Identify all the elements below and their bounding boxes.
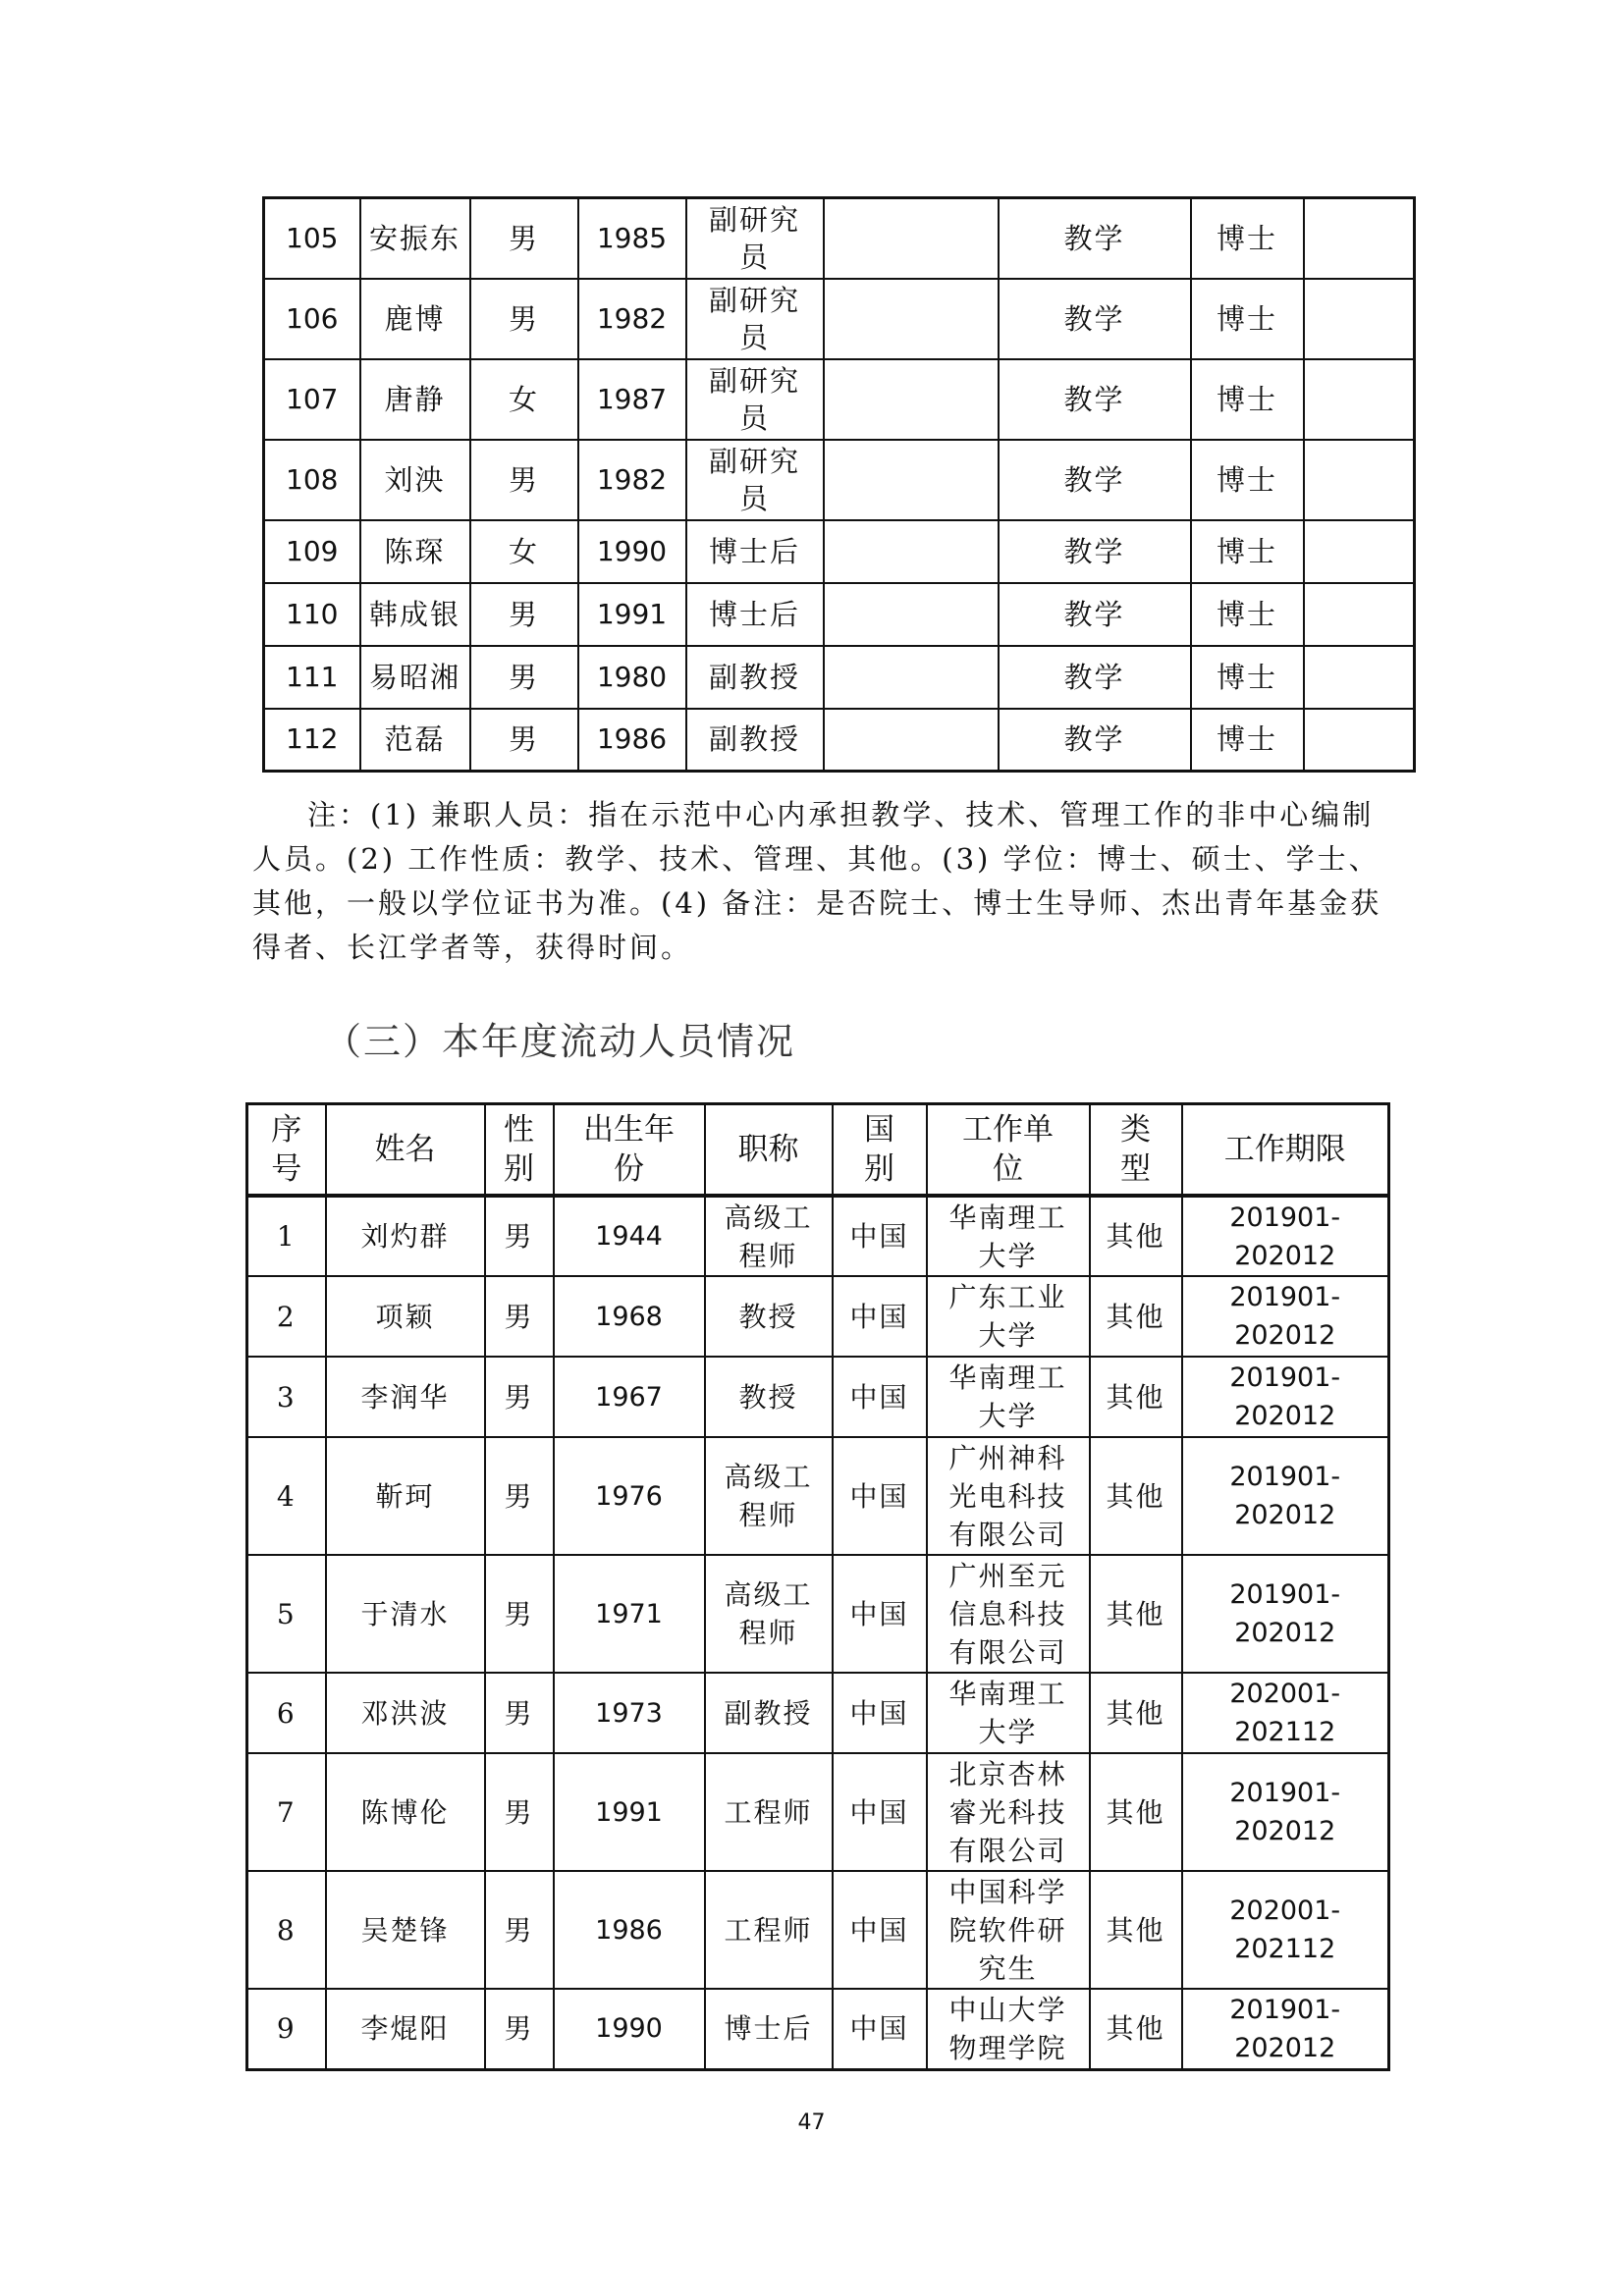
staff-empty-cell <box>824 646 999 709</box>
staff-degree-cell: 博士 <box>1191 279 1304 359</box>
staff-work-cell: 教学 <box>999 520 1191 583</box>
period-start: 201901- <box>1229 1201 1341 1233</box>
staff-title-cell: 博士后 <box>686 583 824 646</box>
mobile-name-cell: 李焜阳 <box>326 1989 485 2069</box>
mobile-country-cell: 中国 <box>833 1276 927 1357</box>
mobile-birth-cell: 1991 <box>554 1753 705 1871</box>
mobile-type-cell: 其他 <box>1090 1437 1182 1555</box>
table-note <box>252 793 1391 970</box>
table-row <box>264 279 1415 359</box>
mobile-country-cell: 中国 <box>833 1673 927 1753</box>
table-row <box>264 440 1415 520</box>
table-row <box>247 1276 1389 1357</box>
header-title: 职称 <box>705 1104 833 1197</box>
mobile-name-cell: 邓洪波 <box>326 1673 485 1753</box>
staff-gender-cell: 男 <box>470 279 578 359</box>
table-row <box>264 198 1415 279</box>
mobile-country-cell: 中国 <box>833 1555 927 1673</box>
staff-birth-cell: 1991 <box>578 583 686 646</box>
staff-name-cell: 韩成银 <box>360 583 470 646</box>
staff-gender-cell: 男 <box>470 198 578 279</box>
table-row <box>264 583 1415 646</box>
mobile-title-cell: 教授 <box>705 1276 833 1357</box>
staff-no-cell: 105 <box>264 198 360 279</box>
mobile-name-cell: 陈博伦 <box>326 1753 485 1871</box>
period-start: 201901- <box>1229 1778 1341 1808</box>
staff-gender-cell: 男 <box>470 440 578 520</box>
mobile-no-cell: 5 <box>247 1555 326 1673</box>
mobile-unit-cell: 华南理工大学 <box>927 1196 1090 1276</box>
staff-birth-cell: 1986 <box>578 709 686 772</box>
staff-work-cell: 教学 <box>999 440 1191 520</box>
period-end: 202112 <box>1234 1934 1336 1964</box>
mobile-title-cell: 教授 <box>705 1357 833 1437</box>
staff-remark-cell <box>1304 520 1415 583</box>
staff-degree-cell: 博士 <box>1191 359 1304 440</box>
staff-birth-cell: 1982 <box>578 440 686 520</box>
staff-name-cell: 范磊 <box>360 709 470 772</box>
mobile-title-cell: 工程师 <box>705 1871 833 1989</box>
header-gender: 性别 <box>485 1104 554 1197</box>
staff-gender-cell: 男 <box>470 583 578 646</box>
staff-birth-cell: 1982 <box>578 279 686 359</box>
note-text: 注：(1) 兼职人员：指在示范中心内承担教学、技术、管理工作的非中心编制人员。(2) 工作性质：教学、技术、管理、其他。(3) 学位：博士、硕士、学士、其他，一般以学位证书为准。(4) 备注：是否院士、博士生导师、杰出青年基金获得者、长江学者等，获得时间。 <box>252 798 1382 964</box>
staff-work-cell: 教学 <box>999 198 1191 279</box>
mobile-type-cell: 其他 <box>1090 1555 1182 1673</box>
staff-degree-cell: 博士 <box>1191 646 1304 709</box>
period-start: 202001- <box>1229 1896 1341 1926</box>
staff-title-cell: 副研究员 <box>686 359 824 440</box>
mobile-period-cell <box>1182 1357 1389 1437</box>
header-unit: 工作单位 <box>927 1104 1090 1197</box>
page-number: 47 <box>797 2110 826 2135</box>
table-row <box>247 1196 1389 1276</box>
staff-title-cell: 博士后 <box>686 520 824 583</box>
mobile-period-cell <box>1182 1196 1389 1276</box>
mobile-name-cell: 靳珂 <box>326 1437 485 1555</box>
mobile-country-cell: 中国 <box>833 1871 927 1989</box>
mobile-gender-cell: 男 <box>485 1989 554 2069</box>
staff-empty-cell <box>824 583 999 646</box>
header-type: 类型 <box>1090 1104 1182 1197</box>
staff-remark-cell <box>1304 709 1415 772</box>
staff-gender-cell: 女 <box>470 359 578 440</box>
period-end: 202012 <box>1234 1240 1336 1271</box>
mobile-country-cell: 中国 <box>833 1989 927 2069</box>
mobile-unit-cell: 中国科学院软件研究生 <box>927 1871 1090 1989</box>
table-row <box>264 359 1415 440</box>
mobile-title-cell: 高级工程师 <box>705 1555 833 1673</box>
mobile-name-cell: 于清水 <box>326 1555 485 1673</box>
staff-no-cell: 112 <box>264 709 360 772</box>
mobile-type-cell: 其他 <box>1090 1357 1182 1437</box>
mobile-type-cell: 其他 <box>1090 1753 1182 1871</box>
mobile-unit-cell: 中山大学物理学院 <box>927 1989 1090 2069</box>
staff-work-cell: 教学 <box>999 709 1191 772</box>
staff-empty-cell <box>824 520 999 583</box>
mobile-birth-cell: 1976 <box>554 1437 705 1555</box>
mobile-country-cell: 中国 <box>833 1357 927 1437</box>
section-heading: （三）本年度流动人员情况 <box>324 1020 796 1063</box>
staff-remark-cell <box>1304 583 1415 646</box>
staff-birth-cell: 1985 <box>578 198 686 279</box>
staff-work-cell: 教学 <box>999 359 1191 440</box>
mobile-no-cell: 2 <box>247 1276 326 1357</box>
mobile-title-cell: 副教授 <box>705 1673 833 1753</box>
mobile-title-cell: 高级工程师 <box>705 1437 833 1555</box>
mobile-no-cell: 6 <box>247 1673 326 1753</box>
mobile-gender-cell: 男 <box>485 1437 554 1555</box>
mobile-unit-cell: 华南理工大学 <box>927 1673 1090 1753</box>
period-end: 202012 <box>1234 1816 1336 1846</box>
mobile-period-cell <box>1182 1555 1389 1673</box>
mobile-period-cell <box>1182 1673 1389 1753</box>
staff-remark-cell <box>1304 646 1415 709</box>
period-start: 201901- <box>1229 1579 1341 1610</box>
mobile-country-cell: 中国 <box>833 1437 927 1555</box>
staff-name-cell: 安振东 <box>360 198 470 279</box>
staff-no-cell: 106 <box>264 279 360 359</box>
header-birth: 出生年份 <box>554 1104 705 1197</box>
table-row <box>264 520 1415 583</box>
staff-gender-cell: 女 <box>470 520 578 583</box>
mobile-gender-cell: 男 <box>485 1871 554 1989</box>
staff-title-cell: 副教授 <box>686 646 824 709</box>
staff-remark-cell <box>1304 198 1415 279</box>
header-country: 国别 <box>833 1104 927 1197</box>
period-end: 202112 <box>1234 1717 1336 1747</box>
mobile-gender-cell: 男 <box>485 1196 554 1276</box>
mobile-period-cell <box>1182 1276 1389 1357</box>
mobile-no-cell: 7 <box>247 1753 326 1871</box>
staff-work-cell: 教学 <box>999 583 1191 646</box>
mobile-no-cell: 9 <box>247 1989 326 2069</box>
staff-name-cell: 鹿博 <box>360 279 470 359</box>
staff-no-cell: 109 <box>264 520 360 583</box>
period-start: 201901- <box>1229 1362 1341 1393</box>
period-end: 202012 <box>1234 1500 1336 1530</box>
mobile-name-cell: 刘灼群 <box>326 1196 485 1276</box>
mobile-name-cell: 吴楚锋 <box>326 1871 485 1989</box>
mobile-unit-cell: 广州神科光电科技有限公司 <box>927 1437 1090 1555</box>
mobile-type-cell: 其他 <box>1090 1276 1182 1357</box>
mobile-unit-cell: 华南理工大学 <box>927 1357 1090 1437</box>
mobile-birth-cell: 1971 <box>554 1555 705 1673</box>
mobile-type-cell: 其他 <box>1090 1989 1182 2069</box>
mobile-birth-cell: 1944 <box>554 1196 705 1276</box>
mobile-unit-cell: 北京杏林睿光科技有限公司 <box>927 1753 1090 1871</box>
mobile-title-cell: 博士后 <box>705 1989 833 2069</box>
period-start: 201901- <box>1229 1994 1341 2025</box>
mobile-title-cell: 高级工程师 <box>705 1196 833 1276</box>
table-row <box>247 1871 1389 1989</box>
mobile-birth-cell: 1967 <box>554 1357 705 1437</box>
staff-work-cell: 教学 <box>999 279 1191 359</box>
mobile-title-cell: 工程师 <box>705 1753 833 1871</box>
staff-name-cell: 刘泱 <box>360 440 470 520</box>
header-name: 姓名 <box>326 1104 485 1197</box>
table-row <box>247 1753 1389 1871</box>
staff-title-cell: 副教授 <box>686 709 824 772</box>
mobile-period-cell <box>1182 1989 1389 2069</box>
mobile-no-cell: 1 <box>247 1196 326 1276</box>
staff-table <box>262 196 1416 773</box>
mobile-type-cell: 其他 <box>1090 1871 1182 1989</box>
mobile-period-cell <box>1182 1871 1389 1989</box>
header-no: 序号 <box>247 1104 326 1197</box>
header-period: 工作期限 <box>1182 1104 1389 1197</box>
period-end: 202012 <box>1234 1618 1336 1648</box>
mobile-period-cell <box>1182 1753 1389 1871</box>
period-end: 202012 <box>1234 1401 1336 1431</box>
table-row <box>247 1357 1389 1437</box>
staff-birth-cell: 1987 <box>578 359 686 440</box>
period-start: 201901- <box>1229 1462 1341 1492</box>
mobile-no-cell: 4 <box>247 1437 326 1555</box>
mobile-name-cell: 李润华 <box>326 1357 485 1437</box>
mobile-gender-cell: 男 <box>485 1276 554 1357</box>
mobile-gender-cell: 男 <box>485 1673 554 1753</box>
staff-title-cell: 副研究员 <box>686 279 824 359</box>
staff-empty-cell <box>824 709 999 772</box>
mobile-name-cell: 项颖 <box>326 1276 485 1357</box>
staff-empty-cell <box>824 279 999 359</box>
mobile-no-cell: 3 <box>247 1357 326 1437</box>
staff-no-cell: 110 <box>264 583 360 646</box>
staff-birth-cell: 1990 <box>578 520 686 583</box>
staff-title-cell: 副研究员 <box>686 198 824 279</box>
mobile-gender-cell: 男 <box>485 1357 554 1437</box>
mobile-table-header-row <box>247 1104 1389 1197</box>
mobile-birth-cell: 1986 <box>554 1871 705 1989</box>
mobile-gender-cell: 男 <box>485 1555 554 1673</box>
table-row <box>247 1555 1389 1673</box>
table-row <box>247 1673 1389 1753</box>
staff-remark-cell <box>1304 279 1415 359</box>
table-row <box>264 709 1415 772</box>
mobile-birth-cell: 1968 <box>554 1276 705 1357</box>
mobile-type-cell: 其他 <box>1090 1196 1182 1276</box>
staff-degree-cell: 博士 <box>1191 709 1304 772</box>
mobile-unit-cell: 广东工业大学 <box>927 1276 1090 1357</box>
staff-degree-cell: 博士 <box>1191 440 1304 520</box>
staff-degree-cell: 博士 <box>1191 583 1304 646</box>
staff-no-cell: 107 <box>264 359 360 440</box>
staff-empty-cell <box>824 359 999 440</box>
staff-no-cell: 108 <box>264 440 360 520</box>
staff-name-cell: 唐静 <box>360 359 470 440</box>
staff-table-body <box>264 198 1415 772</box>
staff-degree-cell: 博士 <box>1191 520 1304 583</box>
mobile-unit-cell: 广州至元信息科技有限公司 <box>927 1555 1090 1673</box>
staff-remark-cell <box>1304 440 1415 520</box>
staff-empty-cell <box>824 198 999 279</box>
staff-empty-cell <box>824 440 999 520</box>
mobile-period-cell <box>1182 1437 1389 1555</box>
mobile-birth-cell: 1990 <box>554 1989 705 2069</box>
mobile-country-cell: 中国 <box>833 1753 927 1871</box>
mobile-table-body <box>247 1196 1389 2069</box>
staff-birth-cell: 1980 <box>578 646 686 709</box>
mobile-no-cell: 8 <box>247 1871 326 1989</box>
mobile-staff-table <box>245 1102 1390 2071</box>
period-start: 202001- <box>1229 1679 1341 1709</box>
staff-name-cell: 易昭湘 <box>360 646 470 709</box>
period-end: 202012 <box>1234 1320 1336 1351</box>
period-start: 201901- <box>1229 1282 1341 1312</box>
staff-work-cell: 教学 <box>999 646 1191 709</box>
staff-no-cell: 111 <box>264 646 360 709</box>
staff-gender-cell: 男 <box>470 709 578 772</box>
staff-gender-cell: 男 <box>470 646 578 709</box>
staff-name-cell: 陈琛 <box>360 520 470 583</box>
staff-degree-cell: 博士 <box>1191 198 1304 279</box>
staff-remark-cell <box>1304 359 1415 440</box>
table-row <box>264 646 1415 709</box>
mobile-birth-cell: 1973 <box>554 1673 705 1753</box>
table-row <box>247 1437 1389 1555</box>
period-end: 202012 <box>1234 2032 1336 2063</box>
table-row <box>247 1989 1389 2069</box>
mobile-country-cell: 中国 <box>833 1196 927 1276</box>
mobile-gender-cell: 男 <box>485 1753 554 1871</box>
mobile-type-cell: 其他 <box>1090 1673 1182 1753</box>
staff-title-cell: 副研究员 <box>686 440 824 520</box>
